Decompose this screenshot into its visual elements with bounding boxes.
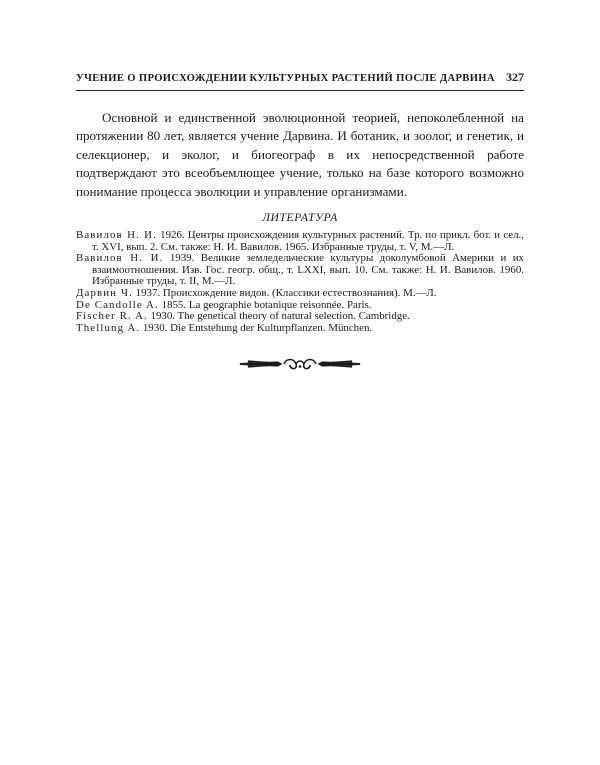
reference-list [76,230,524,334]
reference-author: Дарвин Ч. [76,287,133,299]
reference-author: De Candolle A. [76,298,159,311]
reference-text: 1926. Центры происхождения культурных растений. Тр. по прикл. бот. и сел., т. XVI, вып. 2. См. также: Н. И. Вавилов. 1965. Избранные труды, т. V, М.—Л. [92,229,524,253]
reference-text: 1937. Происхождение видов. (Классики естествознания). М.—Л. [132,287,437,299]
reference-author: Вавилов Н. И. [76,229,157,242]
reference-text: 1930. Die Entstehung der Kulturpflanzen. München. [140,321,373,334]
reference-author: Thellung A. [76,321,141,334]
reference-item [76,230,524,253]
reference-text: 1855. La geographie botanique reisonnée. Paris. [158,298,372,311]
running-head [76,70,524,91]
ornament-divider [238,357,362,371]
reference-text: 1930. The genetical theory of natural selection. Cambridge. [147,310,410,323]
reference-item [76,323,524,335]
running-head-title: УЧЕНИЕ О ПРОИСХОЖДЕНИИ КУЛЬТУРНЫХ РАСТЕНИЙ ПОСЛЕ ДАРВИНА [76,73,495,84]
page-number: 327 [506,70,524,84]
page [76,70,524,334]
reference-text: 1939. Великие земледельческие культуры доколумбовой Америки и их взаимоотношения. Изв. Гос. геогр. общ., т. LXXI, вып. 10. См. также: Н. И. Вавилов. 1960. Избранные труды, т. II, М.—Л. [92,252,525,288]
reference-author: Fischer R. A. [76,310,148,323]
reference-author: Вавилов Н. И. [76,252,164,265]
reference-item [76,253,524,288]
body-paragraph: Основной и единственной эволюционной теорией, непоколебленной на протяжении 80 лет, является учение Дарвина. И ботаник, и зоолог, и генетик, и селекционер, и эколог, и биогеограф в их непосредственной работе подтверждают это всеобъемлющее учение, только на базе которого возможно понимание процесса эволюции и управление организмами. [76,110,524,199]
section-heading-literature: ЛИТЕРАТУРА [262,211,338,225]
